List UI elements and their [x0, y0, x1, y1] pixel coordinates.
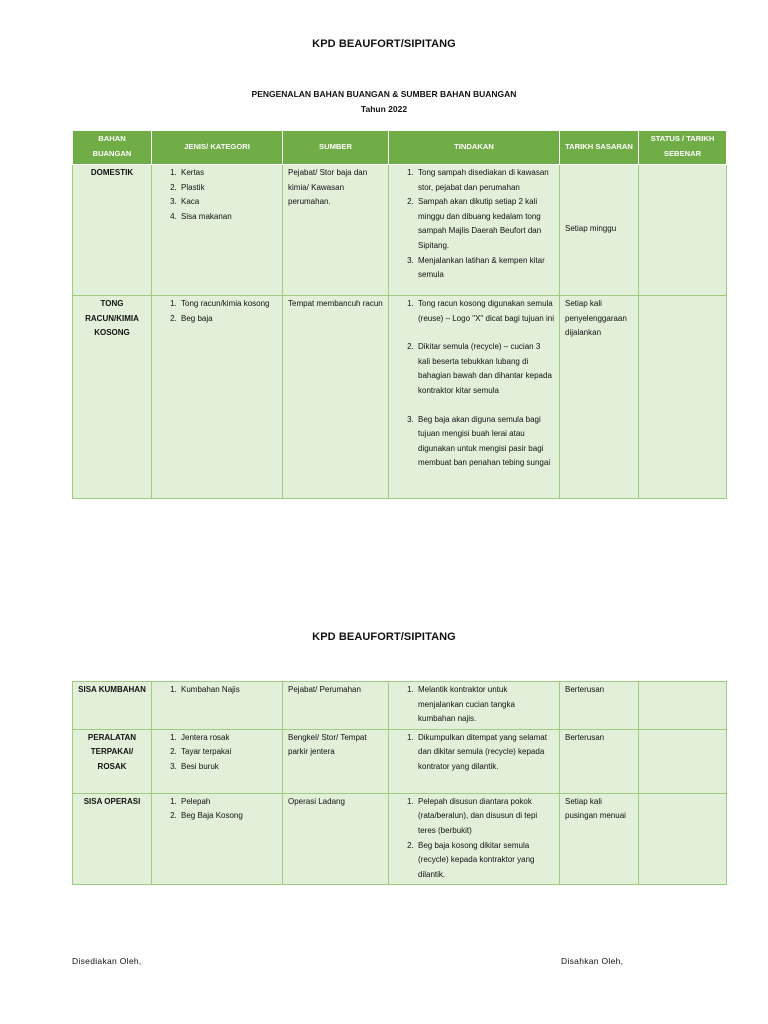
- table-row: [73, 682, 727, 730]
- tarikh-cell: Setiap kali pusingan menuai: [560, 793, 639, 885]
- row-label-sisa-operasi: SISA OPERASI: [73, 793, 152, 885]
- tarikh-cell: Berterusan: [560, 682, 639, 730]
- jenis-cell: [152, 165, 283, 296]
- waste-table-page2: [72, 681, 727, 885]
- jenis-item: 1. Tong racun/kimia kosong: [179, 297, 277, 312]
- document-title: KPD BEAUFORT/SIPITANG: [312, 38, 456, 50]
- tindakan-item: 3. Menjalankan latihan & kempen kitar semula: [416, 254, 554, 283]
- status-cell: [639, 296, 727, 499]
- jenis-item: 3. Besi buruk: [179, 760, 277, 775]
- prepared-by-label: Disediakan Oleh,: [72, 956, 142, 966]
- jenis-item: 2. Beg baja: [179, 312, 277, 327]
- table-row: [73, 793, 727, 885]
- row-label-peralatan: PERALATAN TERPAKAI/ ROSAK: [73, 729, 152, 793]
- tindakan-item: 3. Beg baja akan diguna semula bagi tujuan mengisi buah lerai atau digunakan untuk mengisi pasir bagi membuat ban penahan tebing sungai: [416, 413, 554, 471]
- jenis-item: 1. Jentera rosak: [179, 731, 277, 746]
- row-label-domestik: DOMESTIK: [73, 165, 152, 296]
- jenis-cell: [152, 729, 283, 793]
- tindakan-item: 1. Tong sampah disediakan di kawasan stor, pejabat dan perumahan: [416, 166, 554, 195]
- table-row: [73, 296, 727, 499]
- tarikh-cell: Berterusan: [560, 729, 639, 793]
- table-row: [73, 729, 727, 793]
- tindakan-item: 1. Melantik kontraktor untuk menjalankan cucian tangka kumbahan najis.: [416, 683, 554, 727]
- document-year: Tahun 2022: [360, 104, 408, 114]
- jenis-item: 2. Plastik: [179, 181, 277, 196]
- document-title-page2: KPD BEAUFORT/SIPITANG: [312, 631, 456, 643]
- sumber-cell: Bengkel/ Stor/ Tempat parkir jentera: [283, 729, 389, 793]
- tindakan-cell: [389, 729, 560, 793]
- jenis-item: 4. Sisa makanan: [179, 210, 277, 225]
- jenis-item: 3. Kaca: [179, 195, 277, 210]
- tindakan-item: 2. Sampah akan dikutip setiap 2 kali minggu dan dibuang kedalam tong sampah Majlis Daerah Beufort dan Sipitang.: [416, 195, 554, 253]
- header-tindakan: TINDAKAN: [389, 131, 560, 165]
- header-bahan-buangan: BAHAN BUANGAN: [73, 131, 152, 165]
- jenis-item: 2. Beg Baja Kosong: [179, 809, 277, 824]
- sumber-cell: Tempat membancuh racun: [283, 296, 389, 499]
- status-cell: [639, 793, 727, 885]
- approved-by-label: Disahkan Oleh,: [561, 956, 624, 966]
- document-subtitle: PENGENALAN BAHAN BUANGAN & SUMBER BAHAN BUANGAN: [251, 89, 517, 99]
- tarikh-cell: Setiap kali penyelenggaraan dijalankan: [560, 296, 639, 499]
- jenis-item: 2. Tayar terpakai: [179, 745, 277, 760]
- jenis-cell: [152, 682, 283, 730]
- tindakan-item: 2. Beg baja kosong dikitar semula (recycle) kepada kontraktor yang dilantik.: [416, 839, 554, 883]
- status-cell: [639, 682, 727, 730]
- row-label-tong-racun: TONG RACUN/KIMIA KOSONG: [73, 296, 152, 499]
- header-tarikh-sasaran: TARIKH SASARAN: [560, 131, 639, 165]
- tindakan-item: 1. Pelepah disusun diantara pokok (rata/beralun), dan disusun di tepi teres (berbukit): [416, 795, 554, 839]
- status-cell: [639, 729, 727, 793]
- jenis-item: 1. Pelepah: [179, 795, 277, 810]
- sumber-cell: Pejabat/ Stor baja dan kimia/ Kawasan perumahan.: [283, 165, 389, 296]
- sumber-cell: Pejabat/ Perumahan: [283, 682, 389, 730]
- jenis-item: 1. Kumbahan Najis: [179, 683, 277, 698]
- status-cell: [639, 165, 727, 296]
- jenis-cell: [152, 793, 283, 885]
- jenis-item: 1. Kertas: [179, 166, 277, 181]
- tindakan-item: 1. Tong racun kosong digunakan semula (reuse) – Logo "X" dicat bagi tujuan ini: [416, 297, 554, 326]
- header-status: STATUS / TARIKH SEBENAR: [639, 131, 727, 165]
- tindakan-cell: [389, 793, 560, 885]
- row-label-sisa-kumbahan: SISA KUMBAHAN: [73, 682, 152, 730]
- table-header-row: [73, 131, 727, 165]
- tindakan-item: 2. Dikitar semula (recycle) – cucian 3 kali beserta tebukkan lubang di bahagian bawah dan dihantar kepada kontraktor kitar semula: [416, 340, 554, 398]
- header-sumber: SUMBER: [283, 131, 389, 165]
- tindakan-cell: [389, 165, 560, 296]
- tindakan-cell: [389, 296, 560, 499]
- waste-table-page1: [72, 130, 727, 499]
- header-jenis-kategori: JENIS/ KATEGORI: [152, 131, 283, 165]
- tindakan-cell: [389, 682, 560, 730]
- table-row: [73, 165, 727, 296]
- tindakan-item: 1. Dikumpulkan ditempat yang selamat dan dikitar semula (recycle) kepada kontrator yang dilantik.: [416, 731, 554, 775]
- sumber-cell: Operasi Ladang: [283, 793, 389, 885]
- tarikh-cell: Setiap minggu: [560, 165, 639, 296]
- jenis-cell: [152, 296, 283, 499]
